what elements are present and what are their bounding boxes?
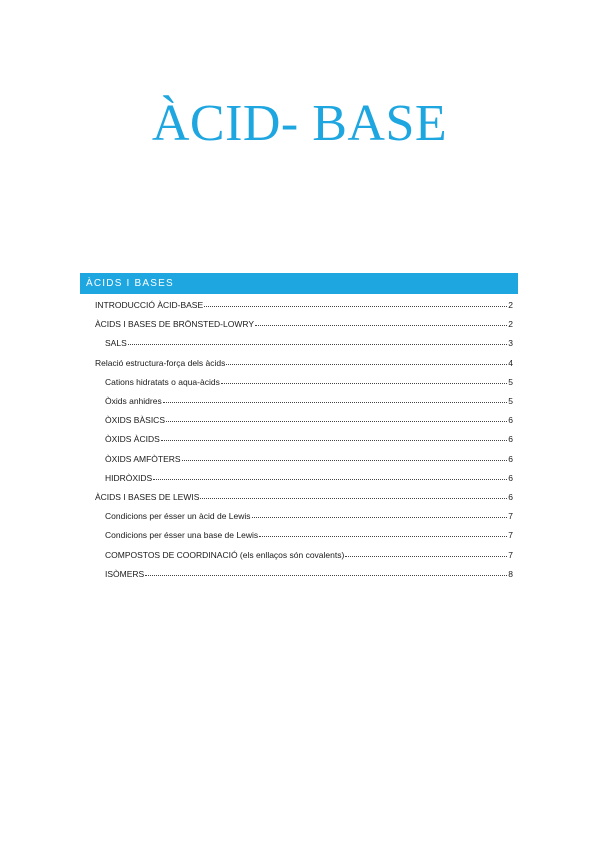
toc-entry[interactable] — [105, 529, 513, 541]
toc-entry[interactable] — [105, 453, 513, 465]
toc-entry[interactable] — [105, 414, 513, 426]
toc-entry[interactable] — [105, 549, 513, 561]
toc-header — [80, 273, 518, 294]
toc-entry-label[interactable]: Condicions per ésser una base de Lewis — [105, 530, 259, 541]
toc-entry[interactable] — [95, 357, 513, 369]
toc-entry[interactable] — [105, 510, 513, 522]
toc-dot-leader — [221, 375, 507, 384]
toc-entry-label[interactable]: ÒXIDS ÀCIDS — [105, 434, 160, 445]
toc-dot-leader — [255, 317, 507, 326]
toc-dot-leader — [200, 490, 507, 499]
toc-dot-leader — [182, 452, 508, 461]
toc-entry-label[interactable]: ÒXIDS BÀSICS — [105, 415, 165, 426]
toc-dot-leader — [145, 567, 507, 576]
toc-entry-label[interactable]: ÀCIDS I BASES DE LEWIS — [95, 492, 200, 502]
toc-entry-page-number: 6 — [508, 472, 513, 483]
toc-entry-label[interactable]: INTRODUCCIÓ ÀCID-BASE — [95, 300, 204, 310]
toc-dot-leader — [259, 528, 507, 537]
toc-entry-page-number: 4 — [508, 357, 513, 368]
toc-entry-page-number: 2 — [508, 319, 513, 330]
toc-entry-page-number: 6 — [508, 415, 513, 426]
toc-entry[interactable] — [105, 568, 513, 580]
toc-entry[interactable] — [95, 491, 513, 503]
toc-entry-label[interactable]: ÒXIDS AMFÒTERS — [105, 453, 181, 464]
toc-dot-leader — [163, 394, 508, 403]
toc-entry-page-number: 3 — [508, 338, 513, 349]
toc-entry-page-number: 6 — [508, 434, 513, 445]
toc-entry-label[interactable]: HIDRÒXIDS — [105, 472, 153, 483]
toc-entry-page-number: 7 — [508, 530, 513, 541]
toc-dot-leader — [128, 336, 508, 345]
toc-dot-leader — [204, 298, 507, 307]
toc-entry[interactable] — [105, 395, 513, 407]
toc-entry-page-number: 5 — [508, 376, 513, 387]
toc-entry-page-number: 5 — [508, 396, 513, 406]
toc-entry-label[interactable]: Relació estructura-força dels àcids — [95, 357, 226, 368]
toc-entry-label[interactable]: ISÒMERS — [105, 568, 145, 579]
toc-entry-label[interactable]: COMPOSTOS DE COORDINACIÓ (els enllaços són covalents) — [105, 549, 345, 560]
toc-entry[interactable] — [105, 376, 513, 388]
toc-header-label: ÀCIDS I BASES — [86, 278, 174, 289]
toc-entry[interactable] — [105, 433, 513, 445]
toc-entry[interactable] — [95, 318, 513, 330]
toc-entry[interactable] — [105, 337, 513, 349]
toc-dot-leader — [161, 432, 507, 441]
toc-entry-label[interactable]: Cations hidratats o aqua-àcids — [105, 376, 220, 387]
toc-entry-label[interactable]: SALS — [105, 338, 127, 349]
toc-dot-leader — [166, 413, 507, 422]
toc-entry[interactable] — [105, 472, 513, 484]
toc-entry-page-number: 7 — [508, 549, 513, 560]
toc-entry-label[interactable]: ÀCIDS I BASES DE BRÖNSTED-LOWRY — [95, 319, 255, 330]
toc-entry-label[interactable]: Òxids anhidres — [105, 396, 162, 406]
toc-entry-label[interactable]: Condicions per ésser un àcid de Lewis — [105, 511, 251, 522]
toc-dot-leader — [153, 471, 507, 480]
toc-dot-leader — [226, 356, 507, 365]
toc-entry-page-number: 8 — [508, 568, 513, 579]
toc-entry-page-number: 2 — [508, 300, 513, 310]
toc-entry-page-number: 7 — [508, 511, 513, 522]
toc-entry[interactable] — [95, 299, 513, 311]
toc-dot-leader — [252, 509, 508, 518]
document-title: ÀCID- BASE — [151, 95, 448, 152]
toc-entry-page-number: 6 — [508, 492, 513, 502]
toc-dot-leader — [345, 548, 507, 557]
toc-entry-page-number: 6 — [508, 453, 513, 464]
